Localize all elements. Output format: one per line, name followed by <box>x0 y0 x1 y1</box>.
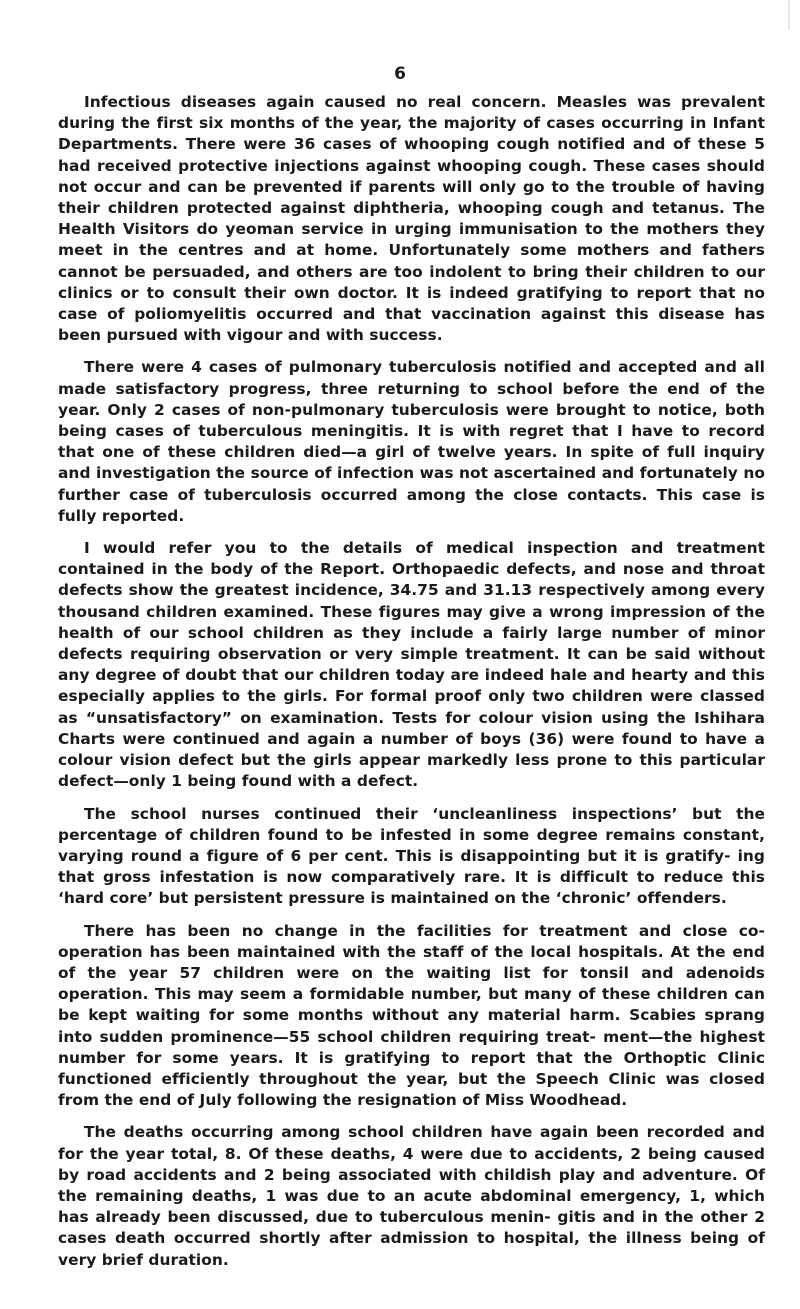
paragraph-deaths: The deaths occurring among school children have again been recorded and for the year total, 8. Of these deaths, 4 were due to accidents, 2 being caused by road accidents and 2 being associated with childish play and adventure. Of the remaining deaths, 1 was due to an acute abdominal emergency, 1, which has already been discussed, due to tuberculous menin- gitis and in the other 2 cases death occurred shortly after admission to hospital, the illness being of very brief duration. <box>58 1123 765 1269</box>
paragraph-infectious-diseases: Infectious diseases again caused no real concern. Measles was prevalent during the first six months of the year, the majority of cases occurring in Infant Departments. There were 36 cases of whooping cough notified and of these 5 had received protective injections against whooping cough. These cases should not occur and can be prevented if parents will only go to the trouble of having their children protected against diphtheria, whooping cough and tetanus. The Health Visitors do yeoman service in urging immunisation to the mothers they meet in the centres and at home. Unfortunately some mothers and fathers cannot be persuaded, and others are too indolent to bring their children to our clinics or to consult their own doctor. It is indeed gratifying to report that no case of poliomyelitis occurred and that vaccination against this disease has been pursued with vigour and with success. <box>58 93 765 345</box>
paragraph-treatment-facilities: There has been no change in the facilities for treatment and close co-operation has been maintained with the staff of the local hospitals. At the end of the year 57 children were on the waiting list for tonsil and adenoids operation. This may seem a formidable number, but many of these children can be kept waiting for some months without any material harm. Scabies sprang into sudden prominence—55 school children requiring treat- ment—the highest number for some years. It is gratifying to report that the Orthoptic Clinic functioned efficiently throughout the year, but the Speech Clinic was closed from the end of July following the resignation of Miss Woodhead. <box>58 921 765 1110</box>
report-text-body <box>58 92 765 1282</box>
page-number: 6 <box>394 64 406 84</box>
paragraph-tuberculosis: There were 4 cases of pulmonary tuberculosis notified and accepted and all made satisfactory progress, three returning to school before the end of the year. Only 2 cases of non-pulmonary tuberculosis were brought to notice, both being cases of tuberculous meningitis. It is with regret that I have to record that one of these children died—a girl of twelve years. In spite of full inquiry and investigation the source of infection was not ascertained and fortunately no further case of tuberculosis occurred among the close contacts. This case is fully reported. <box>58 358 765 525</box>
scan-artifact-line <box>788 0 790 30</box>
paragraph-uncleanliness-inspections: The school nurses continued their ‘uncleanliness inspections’ but the percentage of children found to be infested in some degree remains constant, varying round a figure of 6 per cent. This is disappointing but it is gratify- ing that gross infestation is now comparatively rare. It is difficult to reduce this ‘hard core’ but persistent pressure is maintained on the ‘chronic’ offenders. <box>58 804 765 908</box>
paragraph-medical-inspection: I would refer you to the details of medical inspection and treatment contained in the body of the Report. Orthopaedic defects, and nose and throat defects show the greatest incidence, 34.75 and 31.13 respectively among every thousand children examined. These figures may give a wrong impression of the health of our school children as they include a fairly large number of minor defects requiring observation or very simple treatment. It can be said without any degree of doubt that our children today are indeed hale and hearty and this especially applies to the girls. For formal proof only two children were classed as “unsatisfactory” on examination. Tests for colour vision using the Ishihara Charts were continued and again a number of boys (36) were found to have a colour vision defect but the girls appear markedly less prone to this particular defect—only 1 being found with a defect. <box>58 539 765 791</box>
